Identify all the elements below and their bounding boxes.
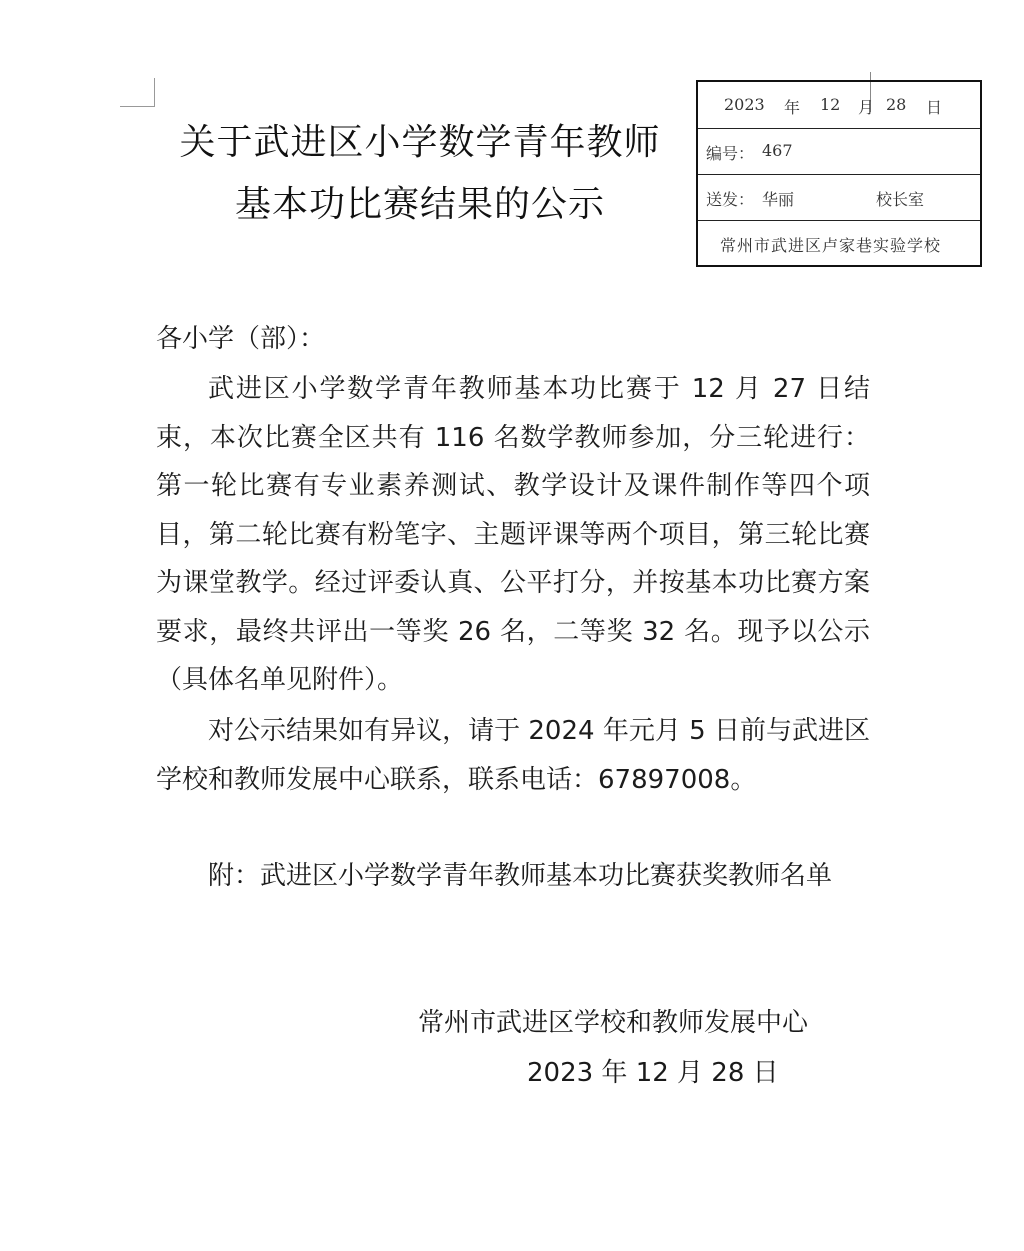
salutation: 各小学（部）： [156,324,326,354]
stamp-number: 467 [762,141,793,160]
stamp-year-unit: 年 [784,98,801,117]
stamp-month: 12 [820,95,841,114]
stamp-year: 2023 [724,95,765,114]
stamp-number-label: 编号： [706,144,755,163]
document-title-line2: 基本功比赛结果的公示 [234,184,605,225]
page-corner-mark [120,78,155,107]
body-paragraph-1: 武进区小学数学青年教师基本功比赛于 12 月 27 日结束，本次比赛全区共有 116 名数学教师参加，分三轮进行：第一轮比赛有专业素养测试、教学设计及课件制作等四个项目，第二轮比赛有粉笔字、主题评课等两个项目，第三轮比赛为课堂教学。经过评委认真、公平打分，并按基本功比赛方案要求，最终共评出一等奖 26 名，二等奖 32 名。现予以公示（具体名单见附件）。 [156,374,870,695]
stamp-school: 常州市武进区卢家巷实验学校 [720,236,942,255]
attachment-note: 附：武进区小学数学青年教师基本功比赛获奖教师名单 [208,861,833,891]
body-paragraph-2: 对公示结果如有异议，请于 2024 年元月 5 日前与武进区学校和教师发展中心联系，联系电话：67897008。 [156,716,870,795]
stamp-office: 校长室 [876,190,925,209]
signature-organization: 常州市武进区学校和教师发展中心 [418,1008,809,1038]
stamp-day-unit: 日 [926,98,943,117]
stamp-day: 28 [886,95,907,114]
stamp-month-unit: 月 [858,98,875,117]
stamp-number-row [698,128,980,175]
stamp-school-row [698,220,980,267]
stamp-send-to: 华丽 [762,190,795,209]
stamp-send-label: 送发： [706,190,755,209]
receipt-stamp [696,80,982,267]
stamp-send-row [698,174,980,221]
document-title-line1: 关于武进区小学数学青年教师 [179,122,661,163]
signature-date: 2023 年 12 月 28 日 [527,1058,779,1088]
stamp-date-row [698,82,980,129]
